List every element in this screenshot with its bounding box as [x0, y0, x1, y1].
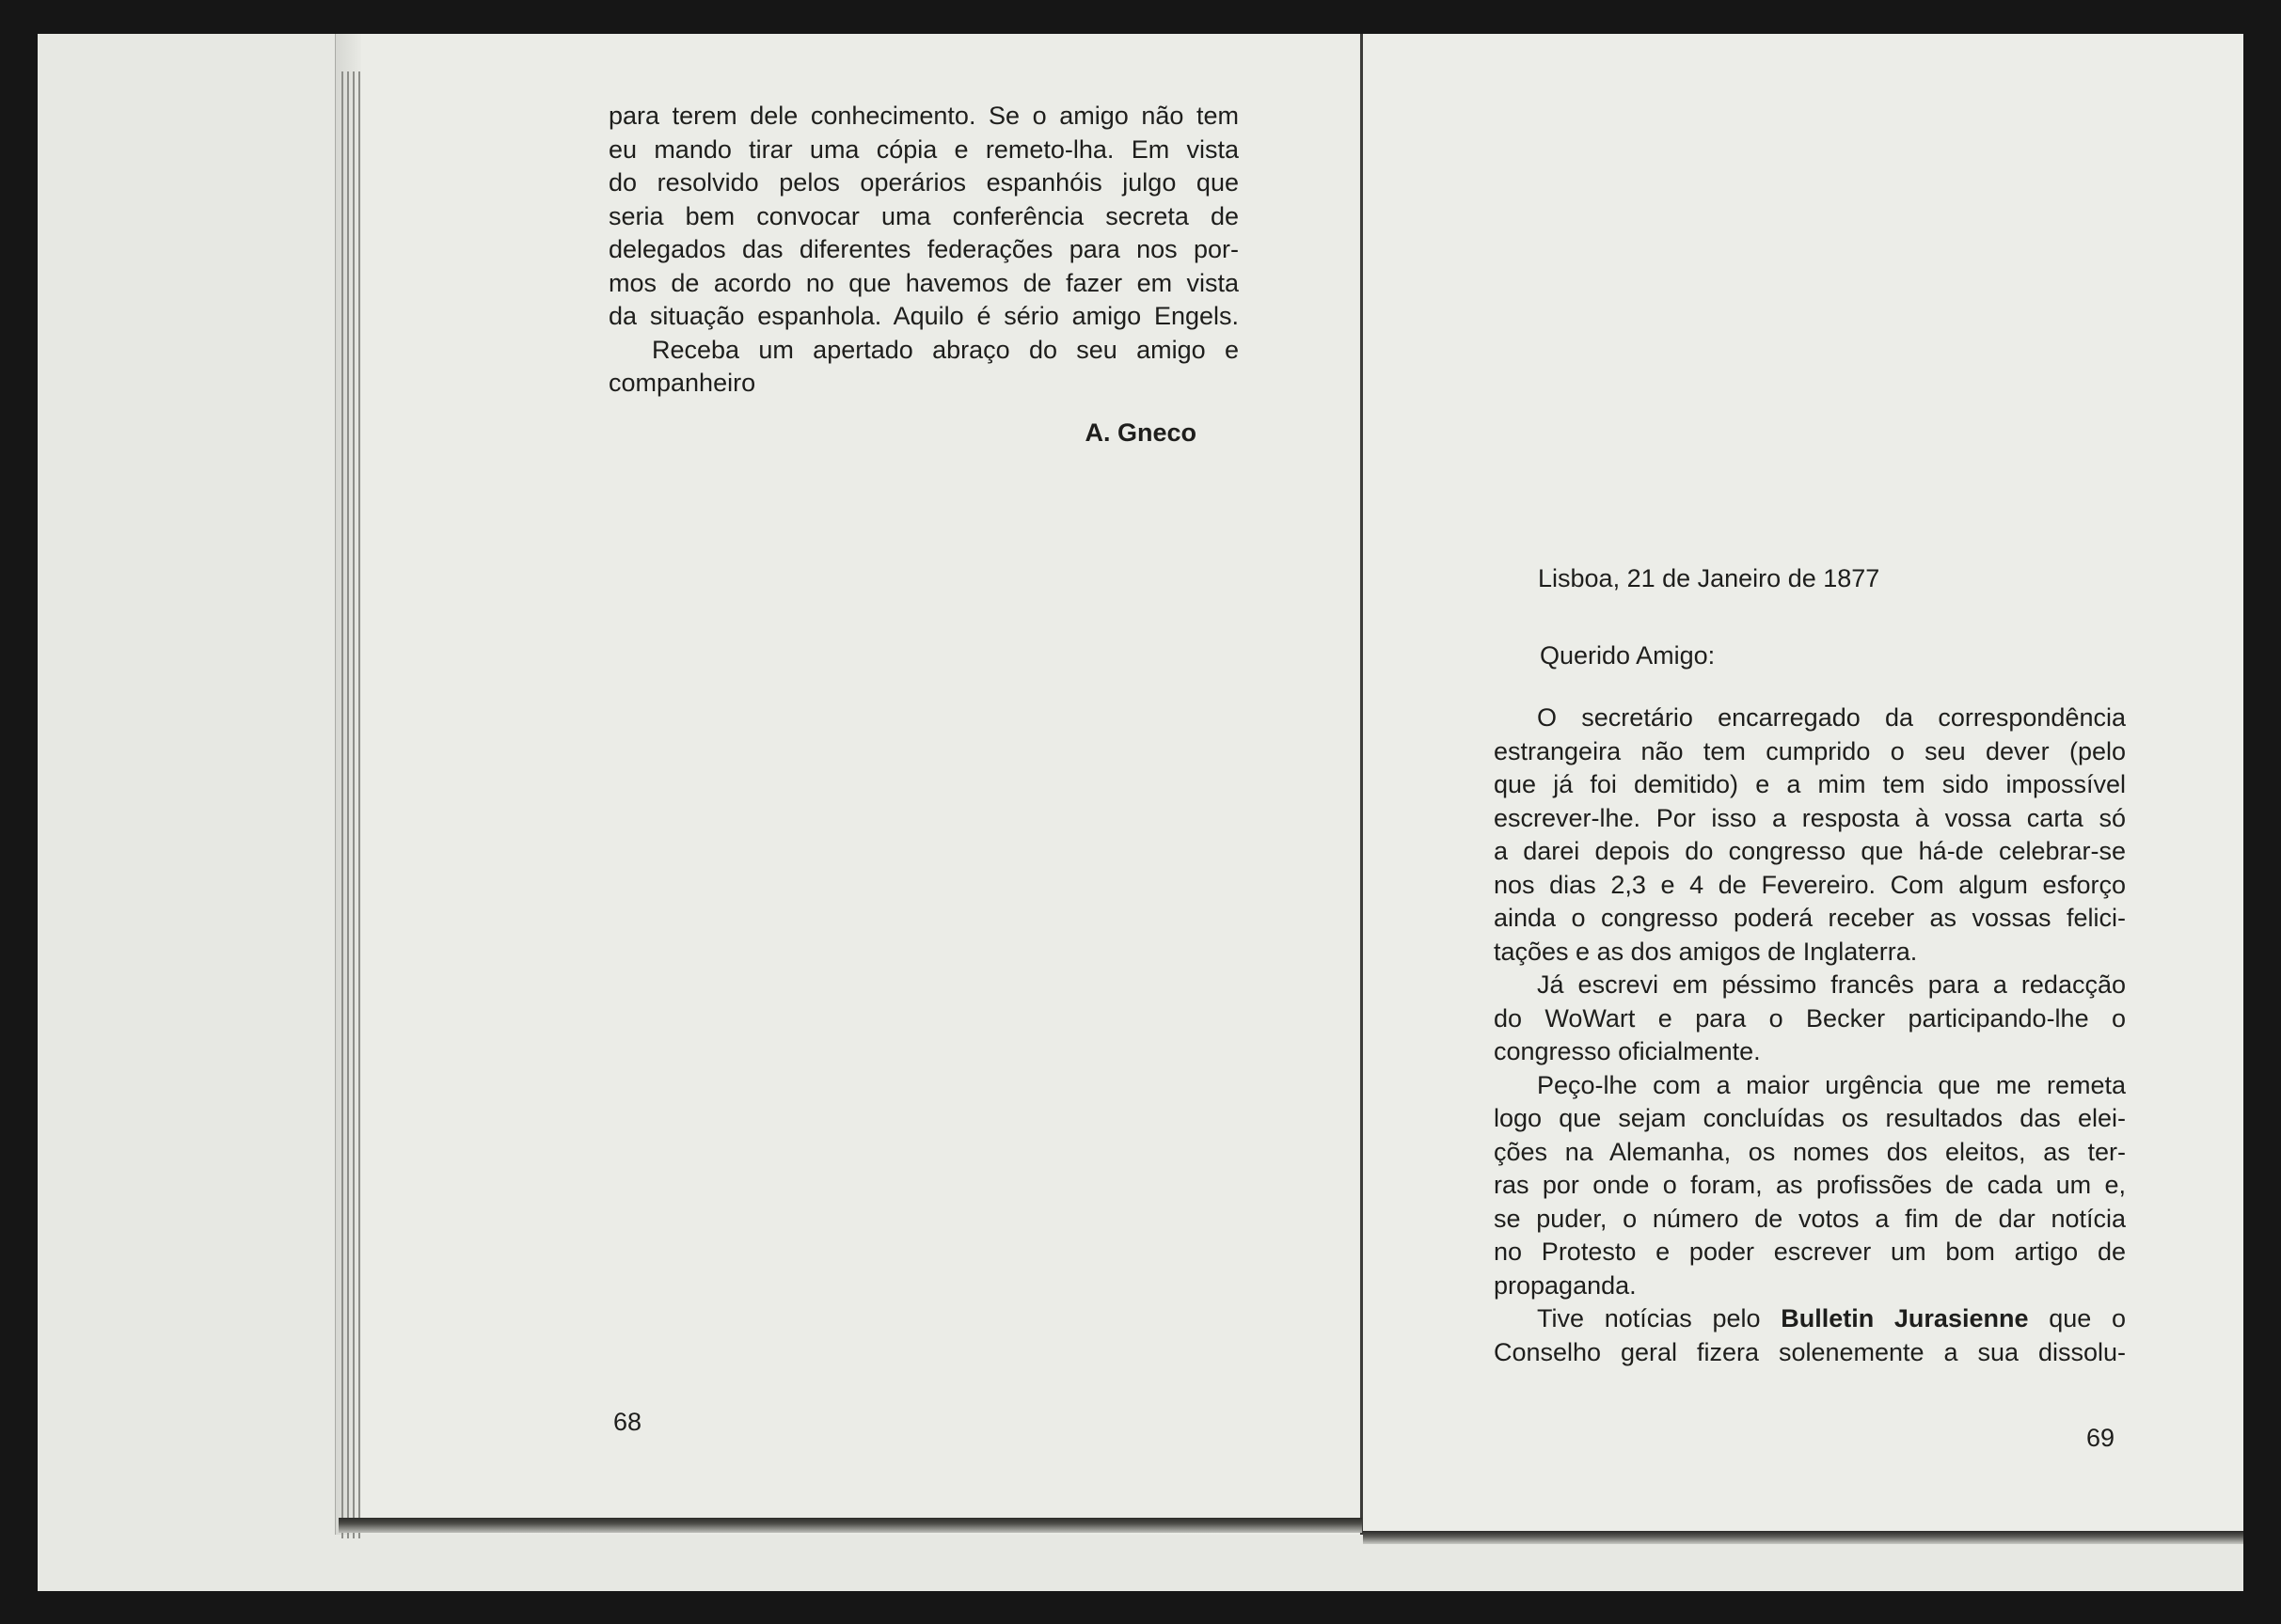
page-edge-line	[353, 71, 355, 1538]
left-page-body	[609, 100, 1239, 401]
text-line: delegados das diferentes federações para nos por-	[609, 235, 1239, 263]
text-line: nos dias 2,3 e 4 de Fevereiro. Com algum esforço	[1494, 870, 2126, 899]
text-run: que o	[2049, 1304, 2126, 1332]
text-line: Peço-lhe com a maior urgência que me remeta	[1537, 1070, 2126, 1099]
page-edge-line	[358, 71, 360, 1538]
text-line: logo que sejam concluídas os resultados das elei-	[1494, 1104, 2126, 1132]
page-number-left: 68	[613, 1408, 642, 1436]
book-bottom-edge-left	[339, 1518, 1362, 1533]
book-spine	[1360, 34, 1363, 1535]
bold-title: Bulletin Jurasienne	[1781, 1304, 2029, 1332]
text-line: ções na Alemanha, os nomes dos eleitos, as ter-	[1494, 1137, 2126, 1166]
text-line: no Protesto e poder escrever um bom artigo de	[1494, 1238, 2126, 1266]
text-line: Conselho geral fizera solenemente a sua dissolu-	[1494, 1337, 2126, 1366]
text-line: ainda o congresso poderá receber as vossas felici-	[1494, 904, 2126, 932]
page-edge-line	[341, 71, 343, 1538]
text-line: da situação espanhola. Aquilo é sério amigo Engels.	[609, 302, 1239, 330]
text-line-mixed	[1494, 1302, 2126, 1336]
dateline	[1538, 562, 2121, 596]
text-line: a darei depois do congresso que há-de celebrar-se	[1494, 837, 2126, 865]
salutation	[1540, 639, 1916, 673]
signature: A. Gneco	[1085, 418, 1196, 447]
text-line: para terem dele conhecimento. Se o amigo não tem	[609, 102, 1239, 130]
text-line: Receba um apertado abraço do seu amigo e	[652, 335, 1239, 364]
text-line: eu mando tirar uma cópia e remeto-lha. Em vista	[609, 134, 1239, 164]
signature-block	[941, 417, 1196, 450]
text-line: O secretário encarregado da correspondência	[1537, 703, 2126, 732]
text-line: ras por onde o foram, as profissões de cada um e,	[1494, 1171, 2126, 1199]
salutation-text: Querido Amigo:	[1540, 641, 1716, 670]
text-line: mos de acordo no que havemos de fazer em vista	[609, 268, 1239, 297]
text-line: Já escrevi em péssimo francês para a redacção	[1537, 970, 2126, 999]
text-line: do resolvido pelos operários espanhóis julgo que	[609, 168, 1239, 197]
page-edge-line	[347, 71, 349, 1538]
book-bottom-edge-right	[1363, 1531, 2243, 1544]
text-line: do WoWart e para o Becker participando-lhe o	[1494, 1003, 2126, 1033]
text-line: congresso oficialmente.	[1494, 1037, 1761, 1065]
text-line: se puder, o número de votos a fim de dar notícia	[1494, 1204, 2126, 1233]
page-number-right: 69	[2086, 1424, 2115, 1452]
text-line: estrangeira não tem cumprido o seu dever (pelo	[1494, 736, 2126, 765]
right-page-body	[1494, 702, 2126, 1369]
text-line: companheiro	[609, 369, 756, 397]
text-run: Tive notícias pelo	[1537, 1304, 1761, 1332]
text-line: seria bem convocar uma conferência secreta de	[609, 201, 1239, 230]
dateline-text: Lisboa, 21 de Janeiro de 1877	[1538, 564, 1880, 592]
text-line: tações e as dos amigos de Inglaterra.	[1494, 937, 1918, 966]
text-line: propaganda.	[1494, 1270, 1637, 1300]
text-line: que já foi demitido) e a mim tem sido impossível	[1494, 770, 2126, 798]
text-line: escrever-lhe. Por isso a resposta à vossa carta só	[1494, 803, 2126, 832]
